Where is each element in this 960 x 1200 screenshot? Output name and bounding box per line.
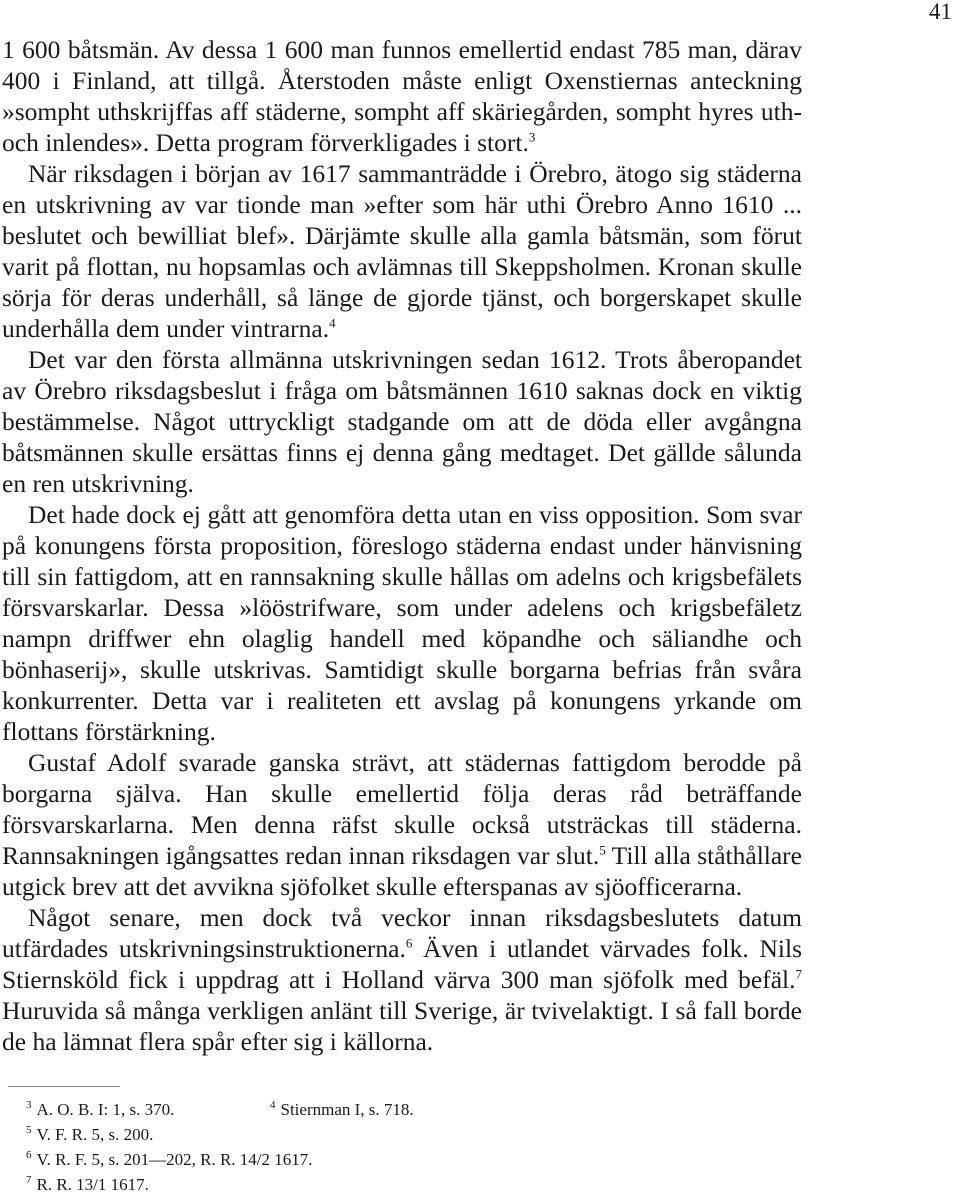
footnote-ref-3: 3	[528, 129, 536, 145]
paragraph-1	[2, 34, 802, 158]
paragraph-5-text: Gustaf Adolf svarade ganska strävt, att städernas fattigdom berodde på borgarna själva. Han skulle emellertid följa deras råd beträffande försvarskarlarna. Men denna räfst skulle också utsträckas till städerna. Rannsakningen igångsattes redan innan riksdagen var slut.	[2, 748, 802, 870]
footnote-ref-6: 6	[405, 935, 413, 951]
paragraph-3-text: Det var den första allmänna utskrivningen sedan 1612. Trots åberopandet av Örebro riksdagsbeslut i fråga om båtsmännen 1610 saknas dock en viktig bestämmelse. Något uttryckligt stadgande om att de döda eller avgångna båtsmännen skulle ersättas finns ej denna gång medtaget. Det gällde sålunda en ren utskrivning.	[2, 345, 802, 498]
paragraph-6	[2, 902, 802, 1057]
footnote-3-text: A. O. B. I: 1, s. 370.	[36, 1100, 175, 1119]
footnote-ref-7: 7	[795, 966, 802, 982]
footnote-4-mark: 4	[270, 1099, 276, 1112]
paragraph-1-text: 1 600 båtsmän. Av dessa 1 600 man funnos emellertid endast 785 man, därav 400 i Finland, att tillgå. Återstoden måste enligt Oxenstiernas anteckning »sompht uthskrijffas aff städerne, sompht aff skäriegården, sompht hyres uth- och inlendes». Detta program förverkligades i stort.	[2, 35, 802, 157]
paragraph-5-tail: Till alla ståthållare utgick brev att det avvikna sjöfolket skulle efterspanas av sjöofficerarna.	[2, 841, 802, 901]
paragraph-4	[2, 499, 802, 747]
paragraph-5	[2, 747, 802, 902]
body-text	[2, 34, 802, 1057]
footnote-ref-4: 4	[329, 315, 336, 331]
footnote-6-text: V. R. F. 5, s. 201—202, R. R. 14/2 1617.	[36, 1150, 313, 1169]
footnote-6	[26, 1147, 313, 1172]
footnote-7-mark: 7	[26, 1174, 32, 1187]
footnote-3-mark: 3	[26, 1099, 32, 1112]
footnote-7-text: R. R. 13/1 1617.	[36, 1175, 149, 1194]
page-number: 41	[929, 0, 952, 24]
footnote-5-mark: 5	[26, 1124, 32, 1137]
footnote-5	[26, 1122, 153, 1147]
footnote-4	[270, 1097, 414, 1122]
footnote-6-mark: 6	[26, 1149, 32, 1162]
footnote-3	[26, 1097, 174, 1122]
footnote-5-text: V. F. R. 5, s. 200.	[36, 1125, 154, 1144]
paragraph-4-text: Det hade dock ej gått att genomföra detta utan en viss opposition. Som svar på konungens första proposition, föreslogo städerna endast under hänvisning till sin fattigdom, att en rannsakning skulle hållas om adelns och krigsbefälets försvarskarlar. Dessa »lööstrifware, som under adelens och krigsbefäletz nampn driffwer ehn olaglig handell med köpandhe och säliandhe och bönhaserij», skulle utskrivas. Samtidigt skulle borgarna befrias från svåra konkurrenter. Detta var i realiteten ett avslag på konungens yrkande om flottans förstärkning.	[2, 500, 802, 746]
paragraph-6-text: Något senare, men dock två veckor innan riksdagsbeslutets datum utfärdades utskrivningsinstruktionerna.	[2, 903, 802, 963]
footnote-7	[26, 1172, 149, 1197]
footnote-4-text: Stiernman I, s. 718.	[280, 1100, 414, 1119]
paragraph-3	[2, 344, 802, 499]
paragraph-2	[2, 158, 802, 344]
paragraph-6-tail: Även i utlandet värvades folk. Nils Stiernsköld fick i uppdrag att i Holland värva 300 man sjöfolk med befäl.	[2, 934, 802, 994]
footnote-divider	[8, 1086, 120, 1087]
paragraph-6-tail-2: Huruvida så många verkligen anlänt till Sverige, är tvivelaktigt. I så fall borde de ha lämnat flera spår efter sig i källorna.	[2, 996, 802, 1056]
footnote-ref-5: 5	[599, 842, 606, 858]
paragraph-2-text: När riksdagen i början av 1617 sammanträdde i Örebro, ätogo sig städerna en utskrivning av var tionde man »efter som här uthi Örebro Anno 1610 ... beslutet och bewilliat blef». Därjämte skulle alla gamla båtsmän, som förut varit på flottan, nu hopsamlas och avlämnas till Skeppsholmen. Kronan skulle sörja för deras underhåll, så länge de gjorde tjänst, och borgerskapet skulle underhålla dem under vintrarna.	[2, 159, 802, 343]
